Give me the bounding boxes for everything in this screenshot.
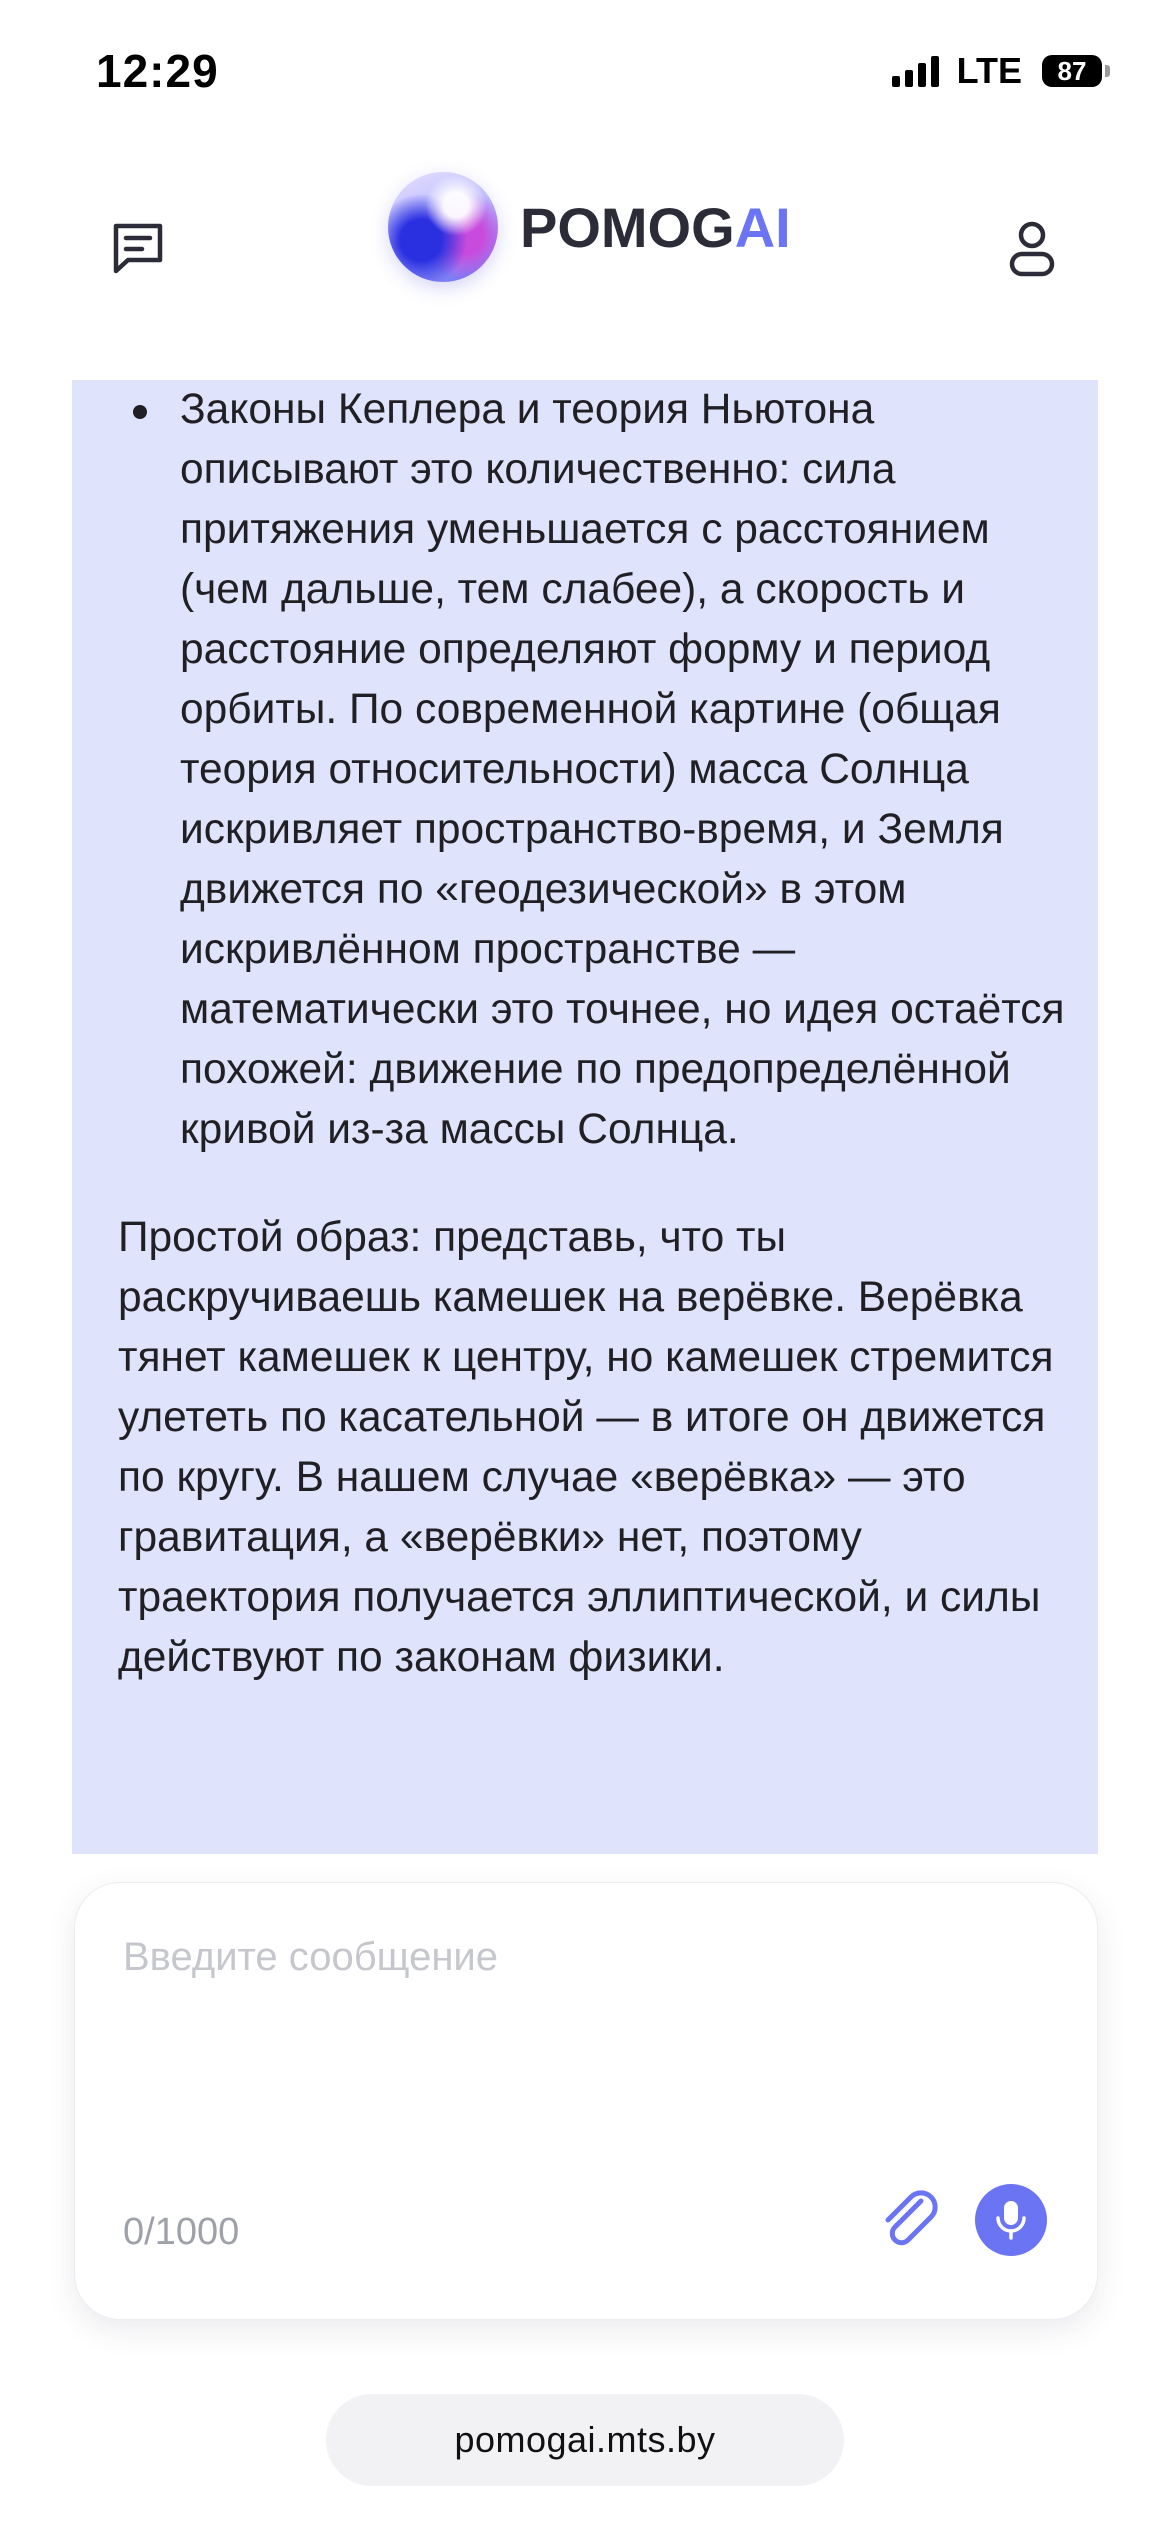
assistant-message bbox=[72, 380, 1098, 1854]
status-bar bbox=[0, 0, 1170, 150]
attach-button[interactable] bbox=[873, 2181, 947, 2255]
app-header bbox=[0, 150, 1170, 370]
user-icon[interactable] bbox=[1000, 216, 1064, 280]
message-paragraph: Простой образ: представь, что ты раскручиваешь камешек на верёвке. Верёвка тянет камешек к центру, но камешек стремится улететь по касательной — в итоге он движется по кругу. В нашем случае «верёвка» — это гравитация, а «верёвки» нет, поэтому траектория получается эллиптической, и силы действуют по законам физики. bbox=[118, 1214, 1054, 1681]
chat-list-icon[interactable] bbox=[108, 218, 168, 278]
character-counter: 0/1000 bbox=[123, 2211, 240, 2253]
list-item bbox=[118, 380, 1078, 1160]
cellular-signal-icon bbox=[892, 55, 939, 87]
logo-wordmark: POMOGAI bbox=[520, 195, 791, 259]
message-body bbox=[118, 380, 1078, 1688]
status-time: 12:29 bbox=[96, 45, 219, 97]
battery-icon bbox=[1042, 55, 1110, 87]
status-indicators bbox=[892, 50, 1110, 92]
bullet-icon bbox=[133, 405, 147, 419]
list-item-text: Законы Кеплера и теория Ньютона описывают это количественно: сила притяжения уменьшается с расстоянием (чем дальше, тем слабее), а скорость и расстояние определяют форму и период орбиты. По современной картине (общая теория относительности) масса Солнца искривляет пространство-время, и Земля движется по «геодезической» в этом искривлённом пространстве — математически это точнее, но идея остаётся похожей: движение по предопределённой кривой из-за массы Солнца. bbox=[180, 386, 1065, 1153]
battery-level: 87 bbox=[1042, 55, 1102, 87]
microphone-icon bbox=[991, 2198, 1031, 2242]
logo-orb-icon bbox=[388, 172, 498, 282]
message-composer bbox=[74, 1882, 1098, 2320]
paperclip-icon bbox=[875, 2183, 945, 2253]
voice-input-button[interactable] bbox=[975, 2184, 1047, 2256]
address-bar[interactable]: pomogai.mts.by bbox=[326, 2394, 844, 2486]
app-logo bbox=[388, 172, 791, 282]
network-type: LTE bbox=[956, 50, 1022, 91]
message-input[interactable] bbox=[123, 1935, 1023, 1980]
